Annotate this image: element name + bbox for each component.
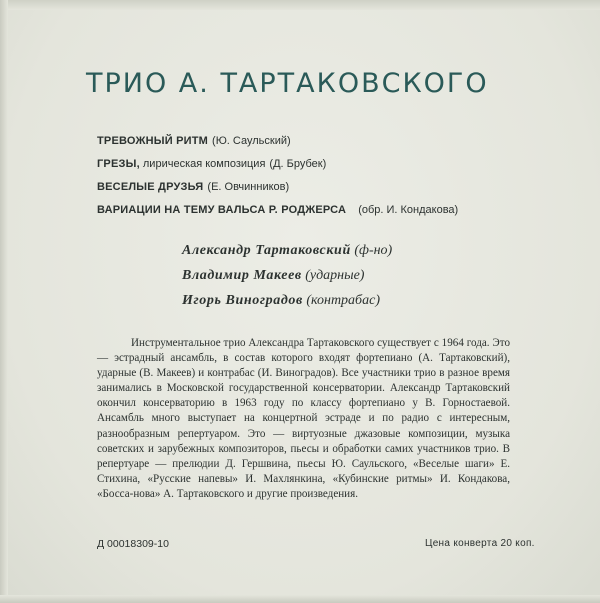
track-author: (Ю. Саульский) [212, 135, 291, 147]
sleeve-edge-top [0, 0, 600, 10]
track-author: (Д. Брубек) [269, 158, 327, 170]
performer-list [182, 238, 542, 313]
sleeve-edge-bottom [0, 595, 600, 603]
performer-item [182, 238, 542, 263]
performer-instrument: (ф-но) [354, 243, 393, 258]
performer-name: Александр Тартаковский [182, 243, 351, 258]
track-name: ГРЕЗЫ, [97, 158, 140, 170]
track-author: (Е. Овчинников) [207, 181, 290, 193]
track-item [97, 176, 567, 199]
track-author: (обр. И. Кондакова) [358, 204, 459, 216]
performer-item [182, 263, 542, 288]
performer-item [182, 288, 542, 313]
performer-name: Владимир Макеев [182, 268, 302, 283]
track-item [97, 130, 567, 153]
track-name: ВАРИАЦИИ НА ТЕМУ ВАЛЬСА Р. РОДЖЕРСА [97, 204, 347, 216]
performer-name: Игорь Виноградов [182, 293, 303, 308]
sleeve-price: Цена конверта 20 коп. [425, 538, 535, 549]
track-name: ВЕСЕЛЫЕ ДРУЗЬЯ [97, 181, 204, 193]
track-item [97, 199, 567, 222]
catalog-number: Д 00018309-10 [97, 538, 169, 550]
track-list [97, 130, 567, 222]
description-paragraph [97, 336, 510, 502]
track-item [97, 153, 567, 176]
album-title: ТРИО А. ТАРТАКОВСКОГО [86, 68, 489, 99]
track-subtitle: лирическая композиция [142, 158, 266, 170]
performer-instrument: (контрабас) [306, 293, 380, 308]
description-text: Инструментальное трио Александра Тартаковского существует с 1964 года. Это — эстрадный ансамбль, в состав которого входят фортепиано (А. Тартаковский), ударные (В. Макеев) и контрабас (И. Виноградов). Все участники трио в разное время занимались в Московской государственной консерватории. Александр Тартаковский окончил консерваторию в 1963 году по классу фортепиано у В. Горностаевой. Ансамбль много выступает на концертной эстраде и по радио с интересным, разнообразным репертуаром. Это — виртуозные джазовые композиции, музыка советских и зарубежных композиторов, пьесы и обработки самих участников трио. В репертуаре — прелюдии Д. Гершвина, пьесы Ю. Саульского, «Веселые шаги» Е. Стихина, «Русские напевы» И. Махлянкина, «Кубинские ритмы» И. Кондакова, «Босса-нова» А. Тартаковского и другие произведения. [97, 337, 510, 500]
sleeve-edge-left [0, 0, 8, 603]
performer-instrument: (ударные) [305, 268, 365, 283]
track-name: ТРЕВОЖНЫЙ РИТМ [97, 135, 209, 147]
